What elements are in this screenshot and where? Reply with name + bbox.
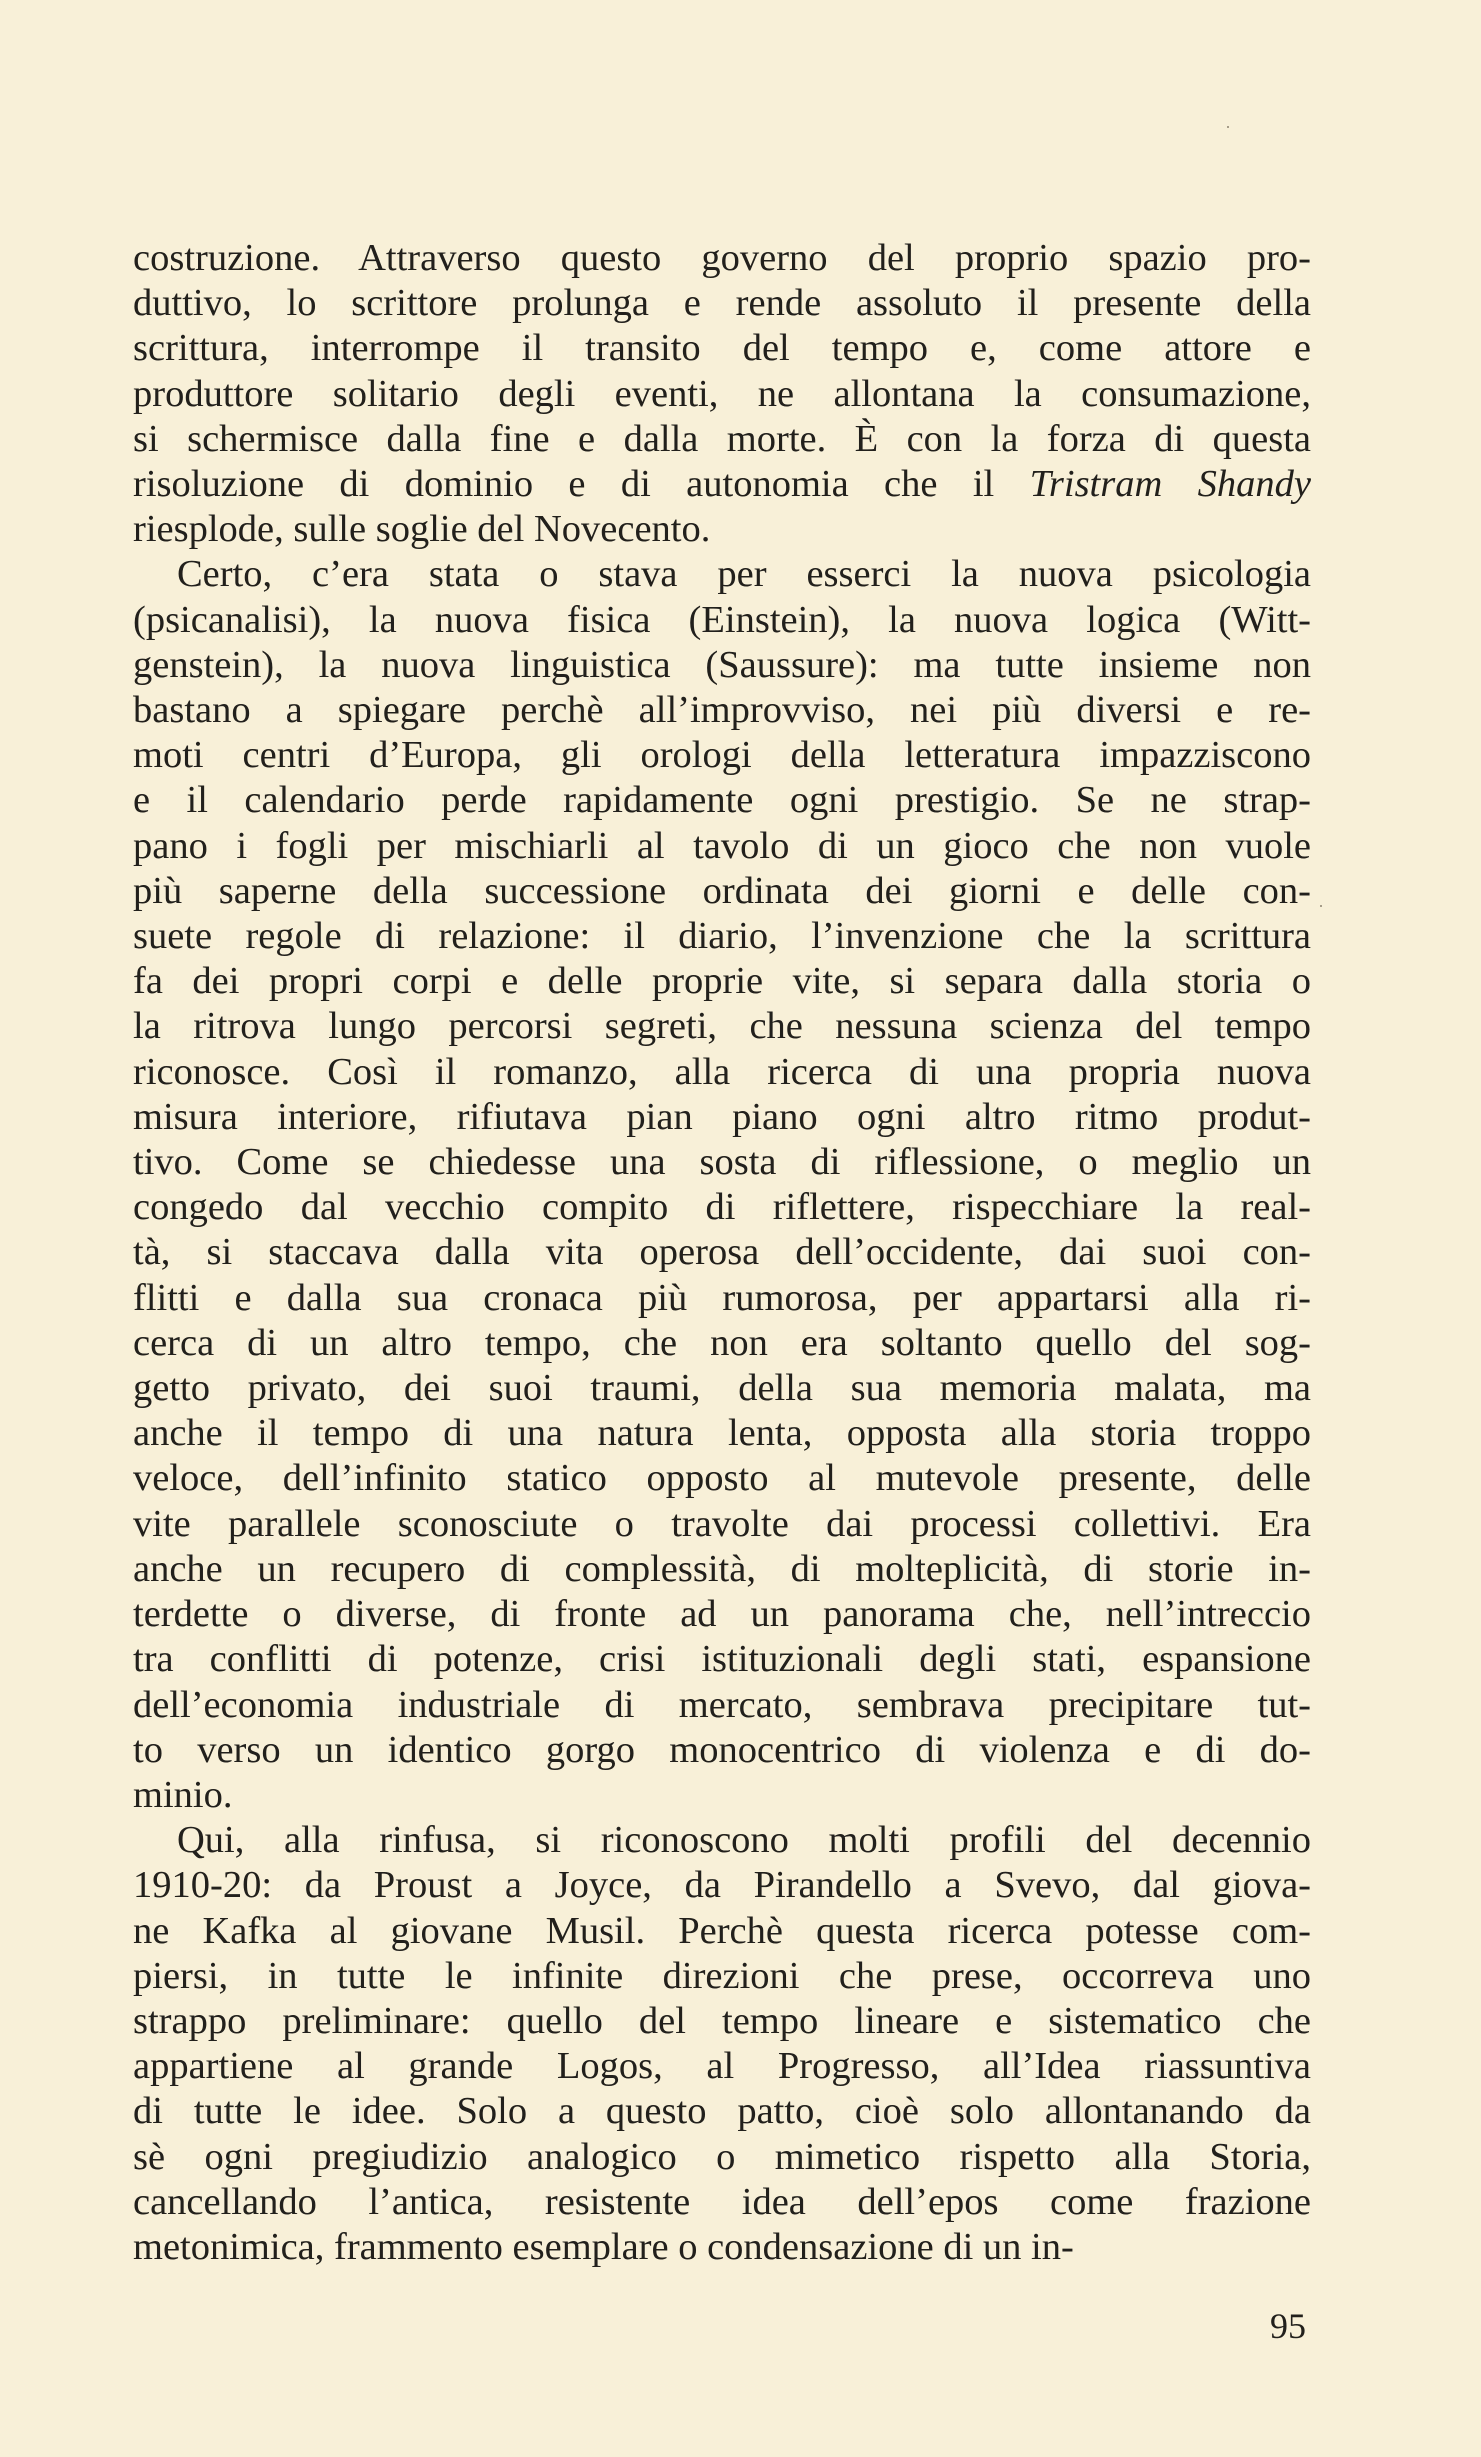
text-line: misura interiore, rifiutava pian piano ogni altro ritmo produt- [133, 1095, 1311, 1138]
text-line: scrittura, interrompe il transito del tempo e, come attore e [133, 327, 1311, 370]
text-line: metonimica, frammento esemplare o condensazione di un in- [133, 2225, 1074, 2268]
text-line: anche il tempo di una natura lenta, opposta alla storia troppo [133, 1412, 1311, 1455]
text-line: moti centri d’Europa, gli orologi della letteratura impazziscono [133, 734, 1311, 777]
text-line: sè ogni pregiudizio analogico o mimetico rispetto alla Storia, [133, 2135, 1311, 2178]
text-line: Certo, c’era stata o stava per esserci la nuova psicologia [177, 553, 1311, 596]
text-line: si schermisce dalla fine e dalla morte. È con la forza di questa [133, 417, 1311, 460]
text-line: più saperne della successione ordinata dei giorni e delle con- [133, 869, 1311, 912]
text-line: strappo preliminare: quello del tempo lineare e sistematico che [133, 1999, 1311, 2042]
text-line: terdette o diverse, di fronte ad un panorama che, nell’intreccio [133, 1593, 1311, 1636]
text-line: suete regole di relazione: il diario, l’invenzione che la scrittura [133, 915, 1311, 958]
text-line: Qui, alla rinfusa, si riconoscono molti profili del decennio [177, 1819, 1311, 1862]
text-line: flitti e dalla sua cronaca più rumorosa, per appartarsi alla ri- [133, 1276, 1311, 1319]
text-line: anche un recupero di complessità, di molteplicità, di storie in- [133, 1547, 1311, 1590]
text-line: riesplode, sulle soglie del Novecento. [133, 508, 711, 551]
text-line: riconosce. Così il romanzo, alla ricerca di una propria nuova [133, 1050, 1311, 1093]
text-line: genstein), la nuova linguistica (Saussure): ma tutte insieme non [133, 643, 1311, 686]
text-line: (psicanalisi), la nuova fisica (Einstein), la nuova logica (Witt- [133, 598, 1311, 641]
text-line: bastano a spiegare perchè all’improvviso, nei più diversi e re- [133, 689, 1311, 732]
text-line: tivo. Come se chiedesse una sosta di riflessione, o meglio un [133, 1141, 1311, 1184]
text-line [133, 462, 1311, 507]
text-line: tà, si staccava dalla vita operosa dell’occidente, dai suoi con- [133, 1231, 1311, 1274]
text-line: pano i fogli per mischiarli al tavolo di un gioco che non vuole [133, 824, 1311, 867]
text-fragment: risoluzione di dominio e di autonomia che il [133, 463, 1030, 506]
text-line: cancellando l’antica, resistente idea dell’epos come frazione [133, 2180, 1311, 2223]
text-line: e il calendario perde rapidamente ogni prestigio. Se ne strap- [133, 779, 1311, 822]
paragraph-3 [133, 1818, 1311, 2270]
text-line: tra conflitti di potenze, crisi istituzionali degli stati, espansione [133, 1638, 1311, 1681]
paper-speck [1227, 126, 1229, 128]
text-line: vite parallele sconosciute o travolte dai processi collettivi. Era [133, 1502, 1311, 1545]
text-line: duttivo, lo scrittore prolunga e rende assoluto il presente della [133, 282, 1311, 325]
text-line: minio. [133, 1773, 233, 1816]
text-line: produttore solitario degli eventi, ne allontana la consumazione, [133, 372, 1311, 415]
text-line: appartiene al grande Logos, al Progresso, all’Idea riassuntiva [133, 2045, 1311, 2088]
text-line: la ritrova lungo percorsi segreti, che nessuna scienza del tempo [133, 1005, 1311, 1048]
text-line: ne Kafka al giovane Musil. Perchè questa ricerca potesse com- [133, 1909, 1311, 1952]
text-line: di tutte le idee. Solo a questo patto, cioè solo allontanando da [133, 2090, 1311, 2133]
text-line: 1910-20: da Proust a Joyce, da Pirandello a Svevo, dal giova- [133, 1864, 1311, 1907]
text-line: veloce, dell’infinito statico opposto al mutevole presente, delle [133, 1457, 1311, 1500]
paragraph-1 [133, 236, 1311, 552]
book-title-italic: Tristram Shandy [1029, 463, 1311, 506]
text-line: dell’economia industriale di mercato, sembrava precipitare tut- [133, 1683, 1311, 1726]
text-line: costruzione. Attraverso questo governo del proprio spazio pro- [133, 237, 1311, 279]
text-line: congedo dal vecchio compito di riflettere, rispecchiare la real- [133, 1186, 1311, 1229]
text-line: fa dei propri corpi e delle proprie vite, si separa dalla storia o [133, 960, 1311, 1003]
page-number: 95 [1270, 2306, 1306, 2346]
text-line: getto privato, dei suoi traumi, della sua memoria malata, ma [133, 1367, 1311, 1410]
body-text [133, 236, 1311, 2270]
text-line: cerca di un altro tempo, che non era soltanto quello del sog- [133, 1321, 1311, 1364]
text-line: piersi, in tutte le infinite direzioni che prese, occorreva uno [133, 1954, 1311, 1997]
paragraph-2 [133, 552, 1311, 1818]
text-line: to verso un identico gorgo monocentrico di violenza e di do- [133, 1728, 1311, 1771]
paper-speck [1320, 905, 1322, 907]
